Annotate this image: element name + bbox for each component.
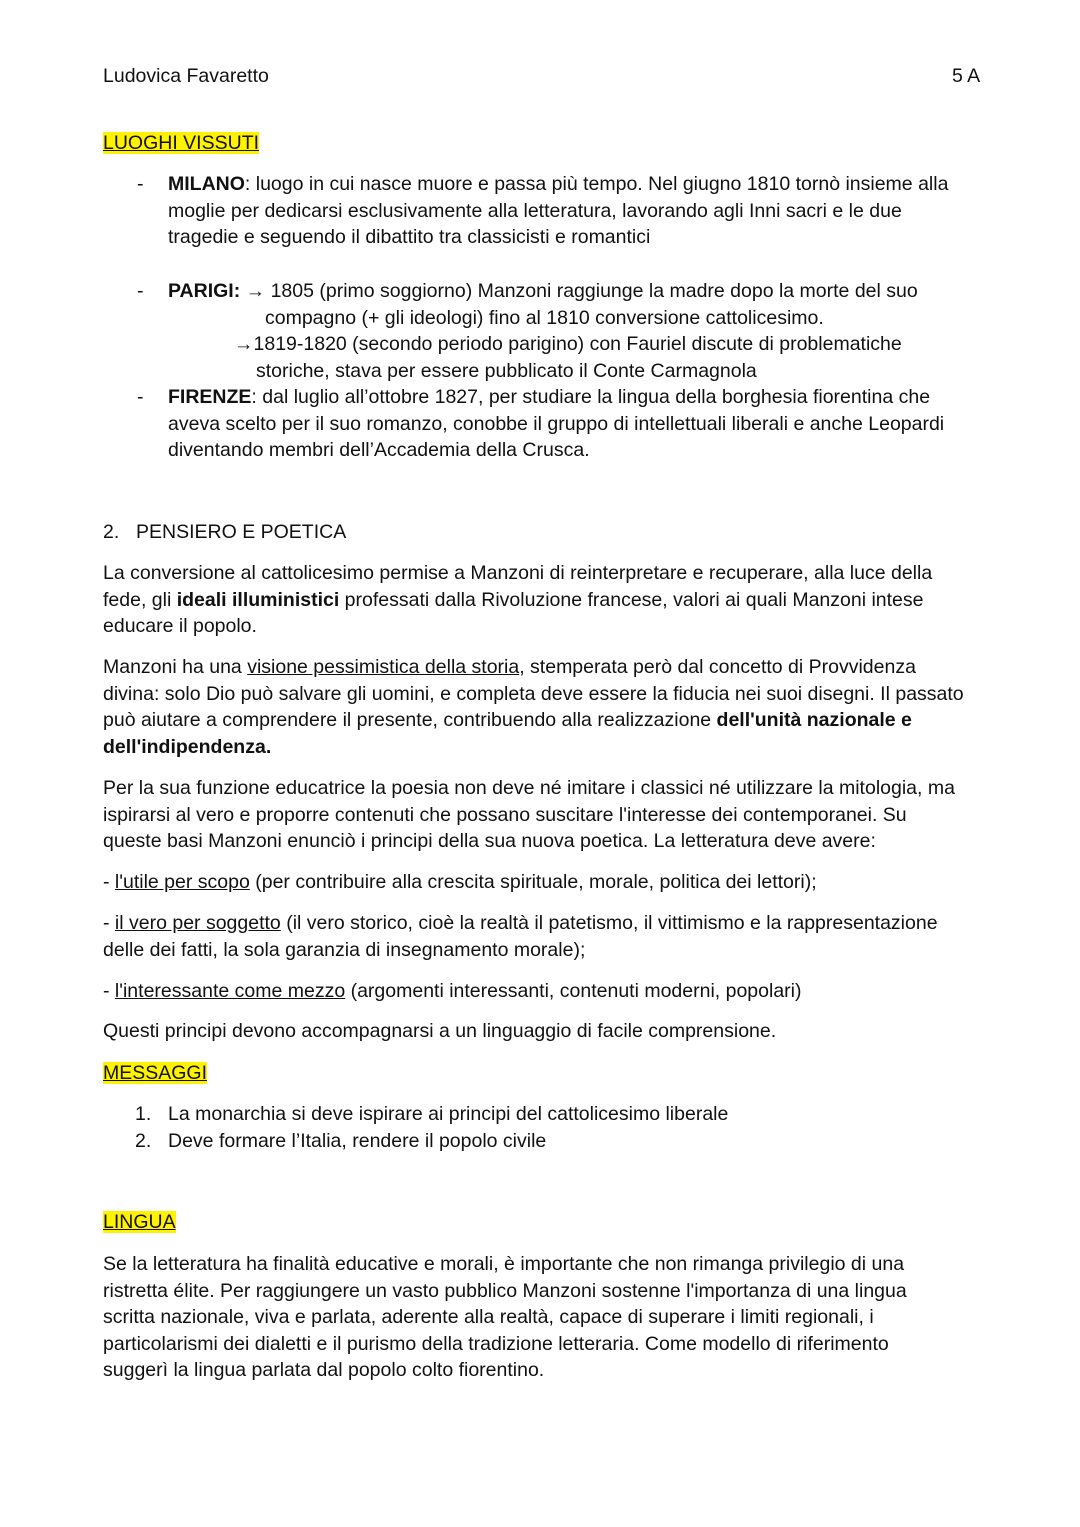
- section-number: 2.: [103, 521, 120, 543]
- luoghi-heading-text: LUOGHI VISSUTI: [103, 132, 260, 154]
- principle-utile-desc: (per contribuire alla crescita spirituale, morale, politica dei lettori);: [249, 871, 817, 893]
- p2-line-2: divina: solo Dio può salvare gli uomini, e completa deve essere la fiducia nei suoi disegni. Il passato: [103, 682, 964, 705]
- indipendenza: dell'indipendenza.: [103, 735, 272, 758]
- pensiero-paragraph-1: [103, 560, 932, 640]
- parigi-line-4: storiche, stava per essere pubblicato il Conte Carmagnola: [256, 360, 757, 382]
- messaggi-item-2-number: 2.: [135, 1130, 152, 1152]
- p2-line-1c: , stemperata però dal concetto di Provvidenza: [519, 656, 916, 678]
- milano-bullet: -: [137, 173, 144, 195]
- lingua-line-3: scritta nazionale, viva e parlata, aderente alla realtà, capace di superare i limiti regionali, i: [103, 1306, 874, 1328]
- principles-closing: Questi principi devono accompagnarsi a un linguaggio di facile comprensione.: [103, 1020, 777, 1042]
- principle-utile: [103, 869, 817, 896]
- firenze-line-1: : dal luglio all’ottobre 1827, per studiare la lingua della borghesia fiorentina che: [251, 386, 931, 408]
- parigi-label: PARIGI:: [168, 280, 241, 302]
- messaggi-item-2-text: Deve formare l’Italia, rendere il popolo civile: [168, 1130, 547, 1152]
- ideali-illuministici: ideali illuministici: [176, 588, 340, 611]
- p3-line-1: Per la sua funzione educatrice la poesia non deve né imitare i classici né utilizzare la mitologia, ma: [103, 777, 955, 799]
- parigi-line-2: compagno (+ gli ideologi) fino al 1810 conversione cattolicesimo.: [265, 307, 824, 329]
- firenze-line-2: aveva scelto per il suo romanzo, conobbe il gruppo di intellettuali liberali e anche Leopardi: [168, 412, 945, 435]
- luoghi-heading: [103, 130, 259, 157]
- class-label: 5 A: [952, 65, 981, 87]
- messaggi-item-1-text: La monarchia si deve ispirare ai principi del cattolicesimo liberale: [168, 1103, 729, 1125]
- unita-nazionale: dell'unità nazionale e: [716, 709, 912, 731]
- section-title: PENSIERO E POETICA: [136, 521, 347, 543]
- principle-vero-term: il vero per soggetto: [114, 912, 281, 934]
- principle-utile-term: l'utile per scopo: [114, 871, 250, 893]
- p2-line-3a: può aiutare a comprendere il presente, contribuendo alla realizzazione: [103, 709, 717, 731]
- principle-vero-desc: (il vero storico, cioè la realtà il patetismo, il vittimismo e la rappresentazione: [280, 912, 938, 934]
- firenze-entry: [168, 384, 944, 464]
- lingua-line-4: particolarismi dei dialetti e il purismo della tradizione letteraria. Come modello di riferimento: [103, 1332, 889, 1355]
- lingua-line-1: Se la letteratura ha finalità educative e morali, è importante che non rimanga privilegio di una: [103, 1253, 905, 1275]
- principle-interessante-desc: (argomenti interessanti, contenuti moderni, popolari): [345, 980, 802, 1002]
- principle-interessante: [103, 978, 802, 1005]
- milano-label: MILANO: [168, 173, 245, 195]
- firenze-bullet: -: [137, 386, 144, 408]
- milano-entry: [168, 171, 948, 251]
- parigi-line-3: →1819-1820 (secondo periodo parigino) con Fauriel discute di problematiche: [234, 333, 902, 355]
- messaggi-heading: [103, 1060, 207, 1087]
- visione-pessimistica: visione pessimistica della storia: [247, 656, 520, 678]
- milano-line-1: : luogo in cui nasce muore e passa più tempo. Nel giugno 1810 tornò insieme alla: [244, 173, 949, 195]
- parigi-entry-line-1: [168, 278, 918, 305]
- messaggi-heading-text: MESSAGGI: [103, 1062, 208, 1084]
- principle-vero-dash: -: [103, 912, 115, 934]
- firenze-label: FIRENZE: [168, 386, 252, 408]
- parigi-line-1: → 1805 (primo soggiorno) Manzoni raggiunge la madre dopo la morte del suo: [245, 280, 918, 302]
- p3-line-3: queste basi Manzoni enunciò i principi della sua nuova poetica. La letteratura deve avere:: [103, 830, 876, 852]
- principle-vero: [103, 910, 938, 963]
- principle-vero-line-2: delle dei fatti, la sola garanzia di insegnamento morale);: [103, 938, 586, 961]
- lingua-line-2: ristretta élite. Per raggiungere un vasto pubblico Manzoni sostenne l'importanza di una lingua: [103, 1279, 907, 1302]
- pensiero-paragraph-3: [103, 775, 955, 855]
- lingua-line-5: suggerì la lingua parlata dal popolo colto fiorentino.: [103, 1359, 545, 1381]
- p1-line-2c: professati dalla Rivoluzione francese, valori ai quali Manzoni intese: [339, 588, 924, 611]
- principle-interessante-dash: -: [103, 980, 115, 1002]
- pensiero-paragraph-2: [103, 654, 964, 760]
- parigi-bullet: -: [137, 280, 144, 302]
- milano-line-2: moglie per dedicarsi esclusivamente alla letteratura, lavorando agli Inni sacri e le due: [168, 199, 902, 222]
- p2-line-1a: Manzoni ha una: [103, 656, 248, 678]
- lingua-heading: [103, 1209, 176, 1236]
- firenze-line-3: diventando membri dell’Accademia della Crusca.: [168, 439, 590, 461]
- lingua-paragraph: [103, 1251, 907, 1384]
- p1-line-1: La conversione al cattolicesimo permise a Manzoni di reinterpretare e recuperare, alla luce della: [103, 562, 933, 584]
- milano-line-3: tragedie e seguendo il dibattito tra classicisti e romantici: [168, 226, 651, 248]
- author-name: Ludovica Favaretto: [103, 65, 269, 87]
- p3-line-2: ispirarsi al vero e proporre contenuti che possano suscitare l'interesse dei contemporanei. Su: [103, 803, 907, 826]
- principle-interessante-term: l'interessante come mezzo: [114, 980, 346, 1002]
- principle-utile-dash: -: [103, 871, 115, 893]
- messaggi-item-1-number: 1.: [135, 1103, 152, 1125]
- p1-line-2a: fede, gli: [103, 588, 177, 611]
- p1-line-3: educare il popolo.: [103, 615, 257, 637]
- lingua-heading-text: LINGUA: [103, 1211, 176, 1233]
